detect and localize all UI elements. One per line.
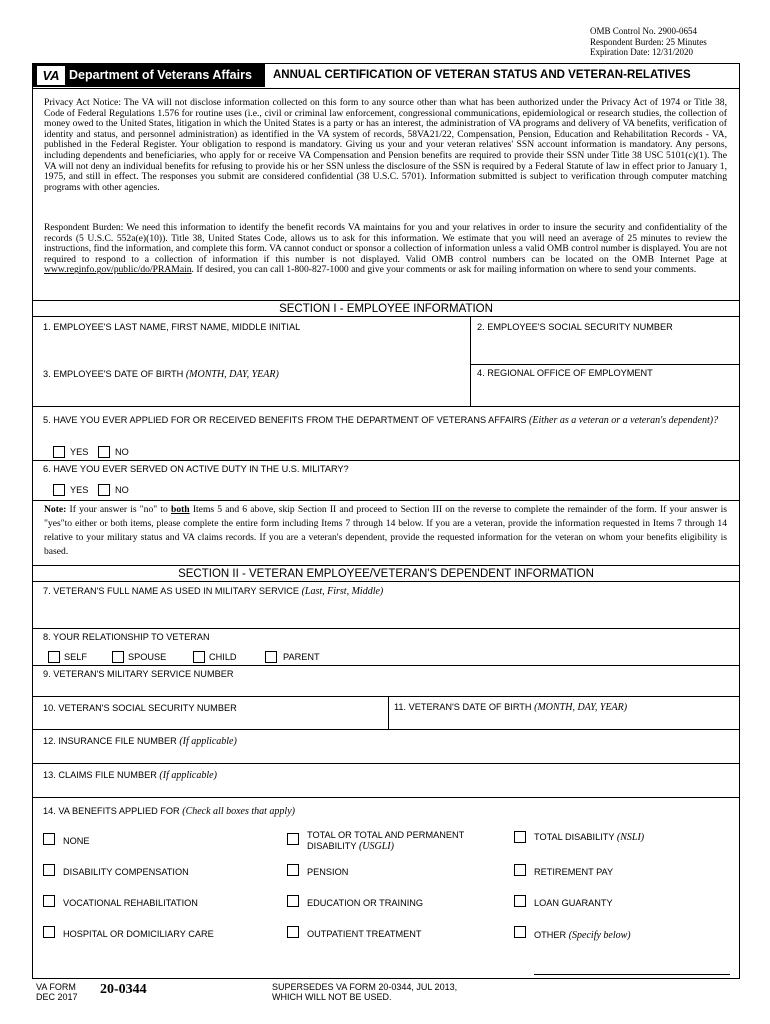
privacy-act-notice: Privacy Act Notice: The VA will not disclose information collected on this form to any source other than what has been authorized under the Privacy Act of 1974 or Title 38, Code of Federal Regulations 1.576 for routine uses (i.e., civil or criminal law enforcement, congressional communications, epidemiological or research studies, the collection of money owed to the United States, litigation in which the United States is a party or has an interest, the administration of VA programs and delivery of VA benefits, verification of identity and status, and personnel administration) as identified in the VA system of records, 58VA21/22, Compensation, Pension, Education and Rehabilitation Records - VA, published in the Federal Register. Your obligation to respond is mandatory. Giving us your and your veteran relatives' SSN account information is mandatory. Any persons, including dependents and beneficiaries, who apply for or receive VA Compensation and Pension benefits are required to provide their SSN under Title 38 USC 5101(c)(1). The VA will not deny an individual benefits for refusing to provide his or her SSN unless the disclosure of the SSN is required by a Federal Statute of law in effect prior to January 1, 1975, and still in effect. The responses you submit are considered confidential (38 U.S.C. 5701). Information submitted is subject to verification through computer matching programs with other agencies. xyxy=(44,97,727,193)
section-2-title: SECTION II - VETERAN EMPLOYEE/VETERAN'S DEPENDENT INFORMATION xyxy=(178,568,594,580)
field-14-label: 14. VA BENEFITS APPLIED FOR (Check all boxes that apply) xyxy=(43,806,295,817)
va-logo xyxy=(33,64,265,87)
question-5-label: 5. HAVE YOU EVER APPLIED FOR OR RECEIVED BENEFITS FROM THE DEPARTMENT OF VETERANS AFFAIRS (Either as a veteran or a veteran's dependent)? xyxy=(43,415,719,426)
supersedes-note: SUPERSEDES VA FORM 20-0344, JUL 2013, WHICH WILL NOT BE USED. xyxy=(272,982,458,1002)
benefit-retirement-checkbox[interactable] xyxy=(514,864,526,876)
benefit-other-label: OTHER (Specify below) xyxy=(534,930,631,941)
q5-no-checkbox[interactable] xyxy=(98,446,110,458)
benefit-td-label: TOTAL DISABILITY (NSLI) xyxy=(534,832,645,843)
field-11-label: 11. VETERAN'S DATE OF BIRTH (MONTH, DAY, YEAR) xyxy=(394,702,628,713)
respondent-burden-notice: Respondent Burden: We need this information to identify the benefit records VA maintains for you and your relatives in order to insure the security and confidentiality of the records (5 U.S.C. 552a(e)(10)). Title 38, United States Code, allows us to ask for this information. We estimate that you will need an average of 25 minutes to review the instructions, find the information, and complete this form. VA cannot conduct or sponsor a collection of information unless a valid OMB control number is displayed. You are not required to respond to a collection of information if this number is not displayed. Valid OMB control numbers can be located on the OMB Internet Page at www.reginfo.gov/public/do/PRAMain. If desired, you can call 1-800-827-1000 and give your comments or ask for mailing information on where to send your comments. xyxy=(44,222,727,276)
benefit-voc-label: VOCATIONAL REHABILITATION xyxy=(63,898,198,908)
question-6-label: 6. HAVE YOU EVER SERVED ON ACTIVE DUTY IN THE U.S. MILITARY? xyxy=(43,464,349,474)
insurance-file-input[interactable] xyxy=(38,749,734,761)
q6-no-checkbox[interactable] xyxy=(98,484,110,496)
service-number-input[interactable] xyxy=(38,681,734,693)
benefit-hosp-checkbox[interactable] xyxy=(43,926,55,938)
rel-spouse-checkbox[interactable] xyxy=(112,651,124,663)
field-3-label: 3. EMPLOYEE'S DATE OF BIRTH (MONTH, DAY, YEAR) xyxy=(43,369,279,380)
veteran-name-input[interactable] xyxy=(38,600,734,626)
benefit-dc-label: DISABILITY COMPENSATION xyxy=(63,867,189,877)
pra-link[interactable]: www.reginfo.gov/public/do/PRAMain xyxy=(44,264,192,276)
field-10-label: 10. VETERAN'S SOCIAL SECURITY NUMBER xyxy=(43,703,237,713)
benefit-other-checkbox[interactable] xyxy=(514,926,526,938)
va-seal-icon: VA xyxy=(37,66,65,85)
q6-yes-checkbox[interactable] xyxy=(53,484,65,496)
form-title: ANNUAL CERTIFICATION OF VETERAN STATUS AND VETERAN-RELATIVES xyxy=(273,69,691,81)
benefit-loan-checkbox[interactable] xyxy=(514,895,526,907)
department-name: Department of Veterans Affairs xyxy=(69,68,252,82)
employee-ssn-input[interactable] xyxy=(476,334,734,364)
rel-parent-label: PARENT xyxy=(283,652,320,662)
rel-self-checkbox[interactable] xyxy=(48,651,60,663)
rel-child-checkbox[interactable] xyxy=(193,651,205,663)
veteran-ssn-input[interactable] xyxy=(38,715,384,727)
benefit-pension-checkbox[interactable] xyxy=(287,864,299,876)
form-header xyxy=(32,63,740,89)
benefit-none-label: NONE xyxy=(63,836,90,846)
benefit-voc-checkbox[interactable] xyxy=(43,895,55,907)
benefit-outpatient-checkbox[interactable] xyxy=(287,926,299,938)
field-9-label: 9. VETERAN'S MILITARY SERVICE NUMBER xyxy=(43,669,234,679)
employee-dob-input[interactable] xyxy=(38,382,466,404)
rel-self-label: SELF xyxy=(64,652,87,662)
q6-yes-label: YES xyxy=(70,485,89,495)
rel-child-label: CHILD xyxy=(209,652,237,662)
benefit-pension-label: PENSION xyxy=(307,867,349,877)
expiration-date: Expiration Date: 12/31/2020 xyxy=(590,47,693,57)
claims-file-input[interactable] xyxy=(38,783,734,795)
respondent-burden: Respondent Burden: 25 Minutes xyxy=(590,36,707,47)
field-4-label: 4. REGIONAL OFFICE OF EMPLOYMENT xyxy=(477,368,653,378)
q5-yes-checkbox[interactable] xyxy=(53,446,65,458)
field-8-label: 8. YOUR RELATIONSHIP TO VETERAN xyxy=(43,632,210,642)
benefit-loan-label: LOAN GUARANTY xyxy=(534,898,613,908)
field-7-label: 7. VETERAN'S FULL NAME AS USED IN MILITARY SERVICE (Last, First, Middle) xyxy=(43,586,384,597)
benefit-hosp-label: HOSPITAL OR DOMICILIARY CARE xyxy=(63,929,214,939)
benefit-ttpd-checkbox[interactable] xyxy=(287,833,299,845)
benefit-td-checkbox[interactable] xyxy=(514,831,526,843)
benefit-outpatient-label: OUTPATIENT TREATMENT xyxy=(307,929,422,939)
field-1-label: 1. EMPLOYEE'S LAST NAME, FIRST NAME, MIDDLE INITIAL xyxy=(43,322,301,332)
other-specify-input[interactable] xyxy=(534,958,730,975)
regional-office-input[interactable] xyxy=(476,381,734,404)
field-13-label: 13. CLAIMS FILE NUMBER (If applicable) xyxy=(43,770,217,781)
field-12-label: 12. INSURANCE FILE NUMBER (If applicable) xyxy=(43,736,237,747)
benefit-edu-checkbox[interactable] xyxy=(287,895,299,907)
omb-control-number: OMB Control No. 2900-0654 xyxy=(590,26,698,36)
rel-parent-checkbox[interactable] xyxy=(265,651,277,663)
form-number: 20-0344 xyxy=(100,982,147,997)
field-2-label: 2. EMPLOYEE'S SOCIAL SECURITY NUMBER xyxy=(477,322,673,332)
section-1-title: SECTION I - EMPLOYEE INFORMATION xyxy=(279,303,493,315)
q6-no-label: NO xyxy=(115,485,129,495)
benefit-edu-label: EDUCATION OR TRAINING xyxy=(307,898,424,908)
note-paragraph: Note: If your answer is "no" to both Items 5 and 6 above, skip Section II and proceed to Section III on the reverse to complete the remainder of the form. If your answer is "yes"to either or both items, please complete the entire form including Items 7 through 14 below. If you are a veteran, provide the information requested in Items 7 through 14 relative to your military status and VA claims records. If you are a veteran's dependent, provide the requested information for the veteran on whom your benefits eligibility is based. xyxy=(44,504,727,557)
benefit-none-checkbox[interactable] xyxy=(43,833,55,845)
rel-spouse-label: SPOUSE xyxy=(128,652,167,662)
q5-yes-label: YES xyxy=(70,447,89,457)
benefit-retirement-label: RETIREMENT PAY xyxy=(534,867,614,877)
benefit-ttpd-label: TOTAL OR TOTAL AND PERMANENT DISABILITY (USGLI) xyxy=(307,830,465,852)
benefit-dc-checkbox[interactable] xyxy=(43,864,55,876)
omb-info xyxy=(590,26,707,58)
form-id: VA FORM DEC 2017 xyxy=(36,982,78,1002)
q5-no-label: NO xyxy=(115,447,129,457)
employee-name-input[interactable] xyxy=(38,334,466,364)
veteran-dob-input[interactable] xyxy=(393,715,734,727)
